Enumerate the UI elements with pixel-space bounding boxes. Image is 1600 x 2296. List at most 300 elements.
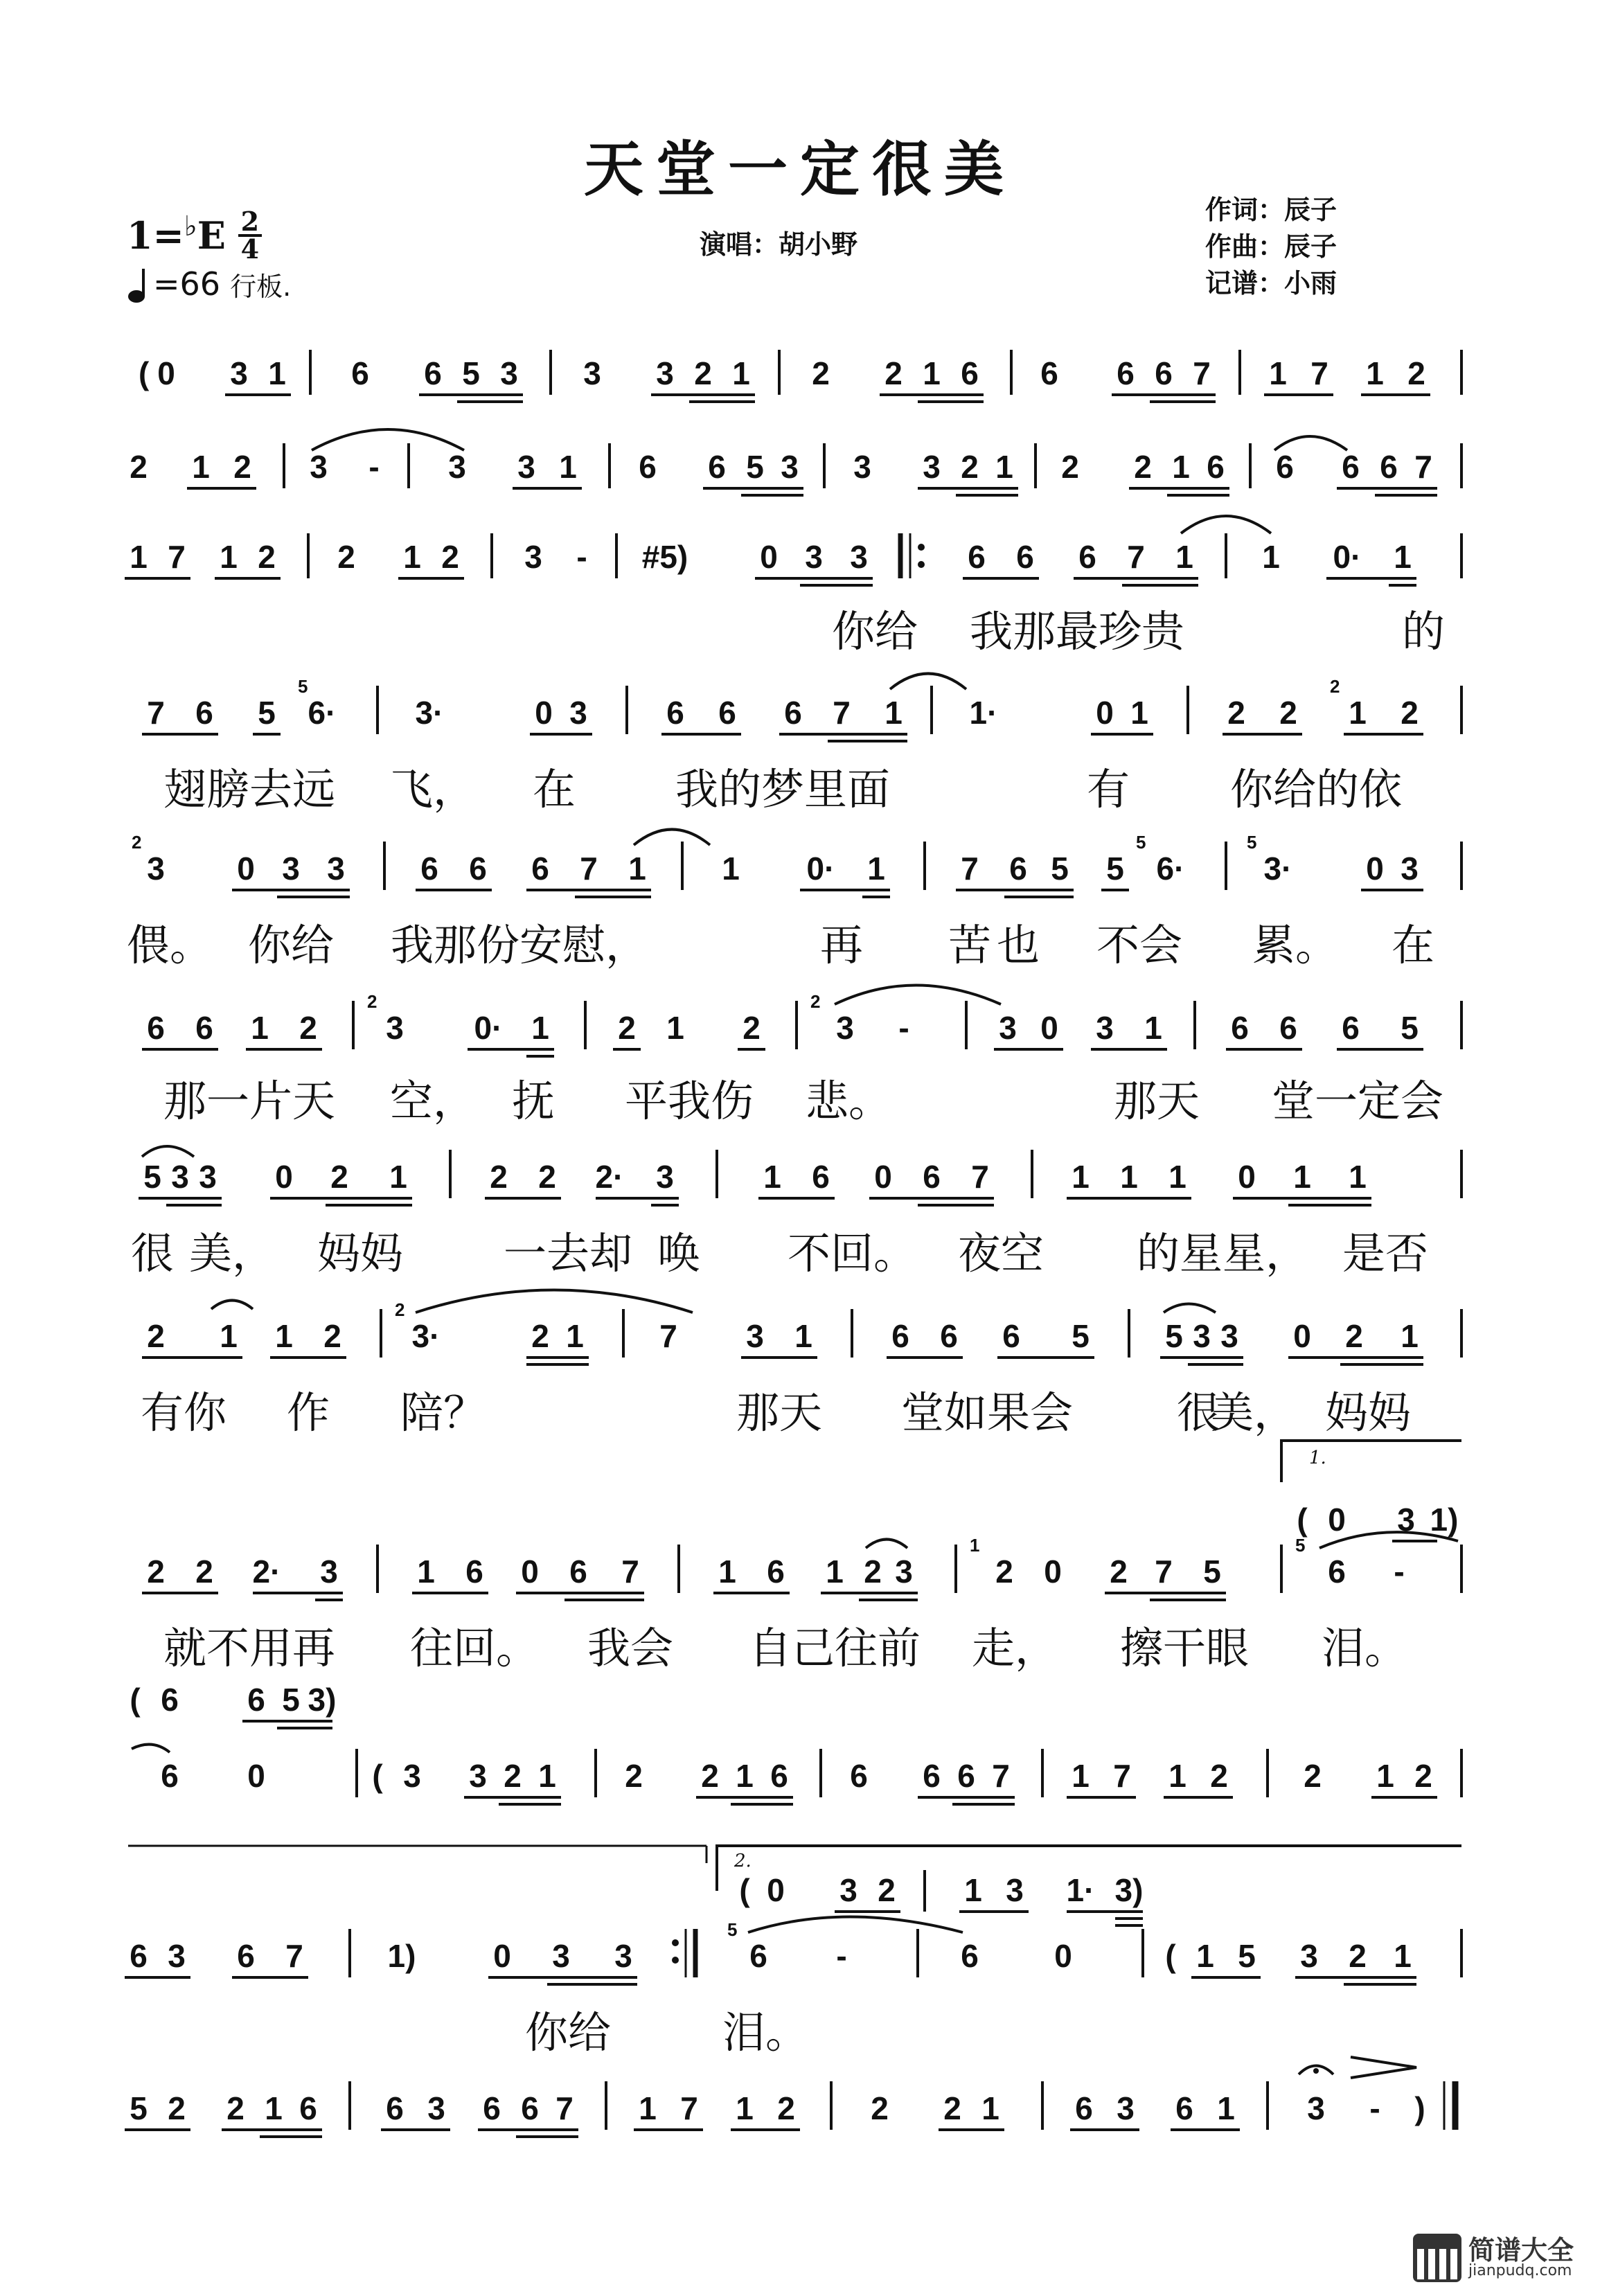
- slur: [416, 1290, 693, 1313]
- lyrics-line-3: [128, 597, 1472, 657]
- note: 0: [535, 695, 553, 731]
- transcriber: 记谱：小雨: [1205, 268, 1337, 299]
- note: 1: [538, 1758, 556, 1794]
- lyric-word: 泪。: [722, 2007, 809, 2058]
- note: 5: [1401, 1010, 1419, 1046]
- note: 6: [708, 449, 726, 485]
- note: 2: [871, 2090, 889, 2126]
- note: 6·: [1156, 851, 1185, 887]
- note: 3): [308, 1682, 337, 1718]
- note: 1: [1120, 1159, 1138, 1195]
- note: -: [836, 1938, 847, 1974]
- note: (: [739, 1872, 750, 1908]
- note: 3: [524, 539, 542, 575]
- lyrics-line-11: [128, 1998, 1472, 2058]
- note: 6: [247, 1682, 265, 1718]
- lyric-word: 你给: [831, 606, 918, 657]
- note: 1: [826, 1554, 844, 1590]
- note: 6: [767, 1554, 785, 1590]
- note: ): [1414, 2090, 1425, 2126]
- note: 3: [1117, 2090, 1135, 2126]
- note: 3: [805, 539, 823, 575]
- note: 1: [1349, 1159, 1367, 1195]
- note: (: [372, 1758, 383, 1794]
- note: 1: [265, 2090, 283, 2126]
- note: 6: [639, 449, 657, 485]
- note: 3: [781, 449, 799, 485]
- note: 6: [923, 1758, 941, 1794]
- note: 3: [403, 1758, 421, 1794]
- note: 1: [275, 1318, 293, 1354]
- lyric-word: 走，: [971, 1623, 1058, 1673]
- note: 3: [853, 449, 871, 485]
- note: 3: [552, 1938, 570, 1974]
- note: 1: [1072, 1758, 1090, 1794]
- lyric-word: 你给: [524, 2007, 612, 2058]
- note: -: [898, 1010, 909, 1046]
- lyric-word: 那天: [736, 1387, 823, 1438]
- note: 0: [1328, 1502, 1346, 1538]
- note: 5: [282, 1682, 300, 1718]
- note: 1: [268, 355, 286, 391]
- tie: [132, 1745, 170, 1752]
- note: 2: [1345, 1318, 1363, 1354]
- note: 6: [531, 851, 549, 887]
- note: 2: [618, 1010, 636, 1046]
- note: 6: [1207, 449, 1225, 485]
- note: 6: [469, 851, 487, 887]
- note: 6: [1117, 355, 1135, 391]
- note: 1: [1130, 695, 1148, 731]
- slur: [142, 1146, 194, 1157]
- note: 3: [500, 355, 518, 391]
- lyric-word: 有: [1086, 764, 1130, 815]
- note: 3: [583, 355, 601, 391]
- lyric-word: 平我伤: [624, 1076, 754, 1126]
- note: 3: [517, 449, 535, 485]
- note: 3·: [1263, 851, 1292, 887]
- note: 6: [961, 1938, 979, 1974]
- note: 2: [1414, 1758, 1432, 1794]
- note: 6: [195, 695, 213, 731]
- grace-note: 2: [810, 991, 821, 1012]
- note: 1: [763, 1159, 781, 1195]
- note: 3: [282, 851, 300, 887]
- lyric-word: 堂一定会: [1271, 1076, 1444, 1126]
- note: -: [1394, 1554, 1405, 1590]
- grace-note: 5: [1247, 832, 1257, 853]
- note: 3: [614, 1938, 632, 1974]
- note: 2: [625, 1758, 643, 1794]
- flat-sign: ♭: [184, 209, 197, 242]
- note: 2: [323, 1318, 341, 1354]
- note: 2: [878, 1872, 896, 1908]
- note: 2: [1110, 1554, 1128, 1590]
- note: 3: [1397, 1502, 1415, 1538]
- note: 6: [424, 355, 442, 391]
- lyric-word: 擦干眼: [1119, 1623, 1250, 1673]
- note: 3: [469, 1758, 487, 1794]
- note: 1): [387, 1938, 416, 1974]
- lyric-word: 偎。: [126, 920, 213, 970]
- note: 6: [770, 1758, 788, 1794]
- note: 1: [417, 1554, 435, 1590]
- note: 2: [701, 1758, 719, 1794]
- note: 3: [839, 1872, 857, 1908]
- grace-note: 2: [1330, 676, 1340, 697]
- note: 2: [694, 355, 712, 391]
- note: 7: [285, 1938, 303, 1974]
- lyric-word: 一去却: [503, 1228, 633, 1279]
- note: 0: [1044, 1554, 1062, 1590]
- note: 0: [1054, 1938, 1072, 1974]
- note: 7: [971, 1159, 989, 1195]
- staff-row-11: [125, 1917, 1461, 1985]
- note: 3: [1096, 1010, 1114, 1046]
- note: 3: [1300, 1938, 1318, 1974]
- lyric-word: 我那份安慰，: [390, 920, 649, 970]
- note: 1: [1172, 449, 1190, 485]
- lyric-word: 很: [130, 1228, 175, 1279]
- note: 6: [1342, 449, 1360, 485]
- singer: 演唱：胡小野: [700, 229, 858, 260]
- note: 2: [195, 1554, 213, 1590]
- staff-row-12: [125, 2057, 1455, 2137]
- note: 1: [722, 851, 740, 887]
- grace-note: 5: [727, 1919, 738, 1940]
- note: 0: [493, 1938, 511, 1974]
- note: 3: [569, 695, 587, 731]
- note: 6: [784, 695, 802, 731]
- lyric-word: 你给: [247, 920, 335, 970]
- slur: [211, 1301, 253, 1310]
- note: 7: [1155, 1554, 1173, 1590]
- note: 1: [220, 539, 238, 575]
- lyric-word: 就不用再: [163, 1623, 336, 1673]
- lyric-word: 我会: [587, 1623, 674, 1673]
- note: 3: [1220, 1318, 1238, 1354]
- note: 6: [1002, 1318, 1020, 1354]
- note: 2: [130, 449, 148, 485]
- note: 6: [351, 355, 369, 391]
- note: 1: [964, 1872, 982, 1908]
- key-letter: E: [197, 213, 226, 258]
- note: 7: [580, 851, 598, 887]
- lyricist: 作词：辰子: [1205, 195, 1337, 225]
- note: 3: [1307, 2090, 1325, 2126]
- note: 3: [895, 1554, 913, 1590]
- composer: 作曲：辰子: [1205, 231, 1337, 262]
- note: 1: [1168, 1758, 1186, 1794]
- note: 1: [1269, 355, 1287, 391]
- note: 3: [999, 1010, 1017, 1046]
- note: 1: [1168, 1159, 1186, 1195]
- note: 1: [566, 1318, 584, 1354]
- note: 1: [559, 449, 577, 485]
- note: 3: [320, 1554, 338, 1590]
- grace-note: 5: [1295, 1535, 1306, 1556]
- note: 5: [1106, 851, 1124, 887]
- note: 2: [1134, 449, 1152, 485]
- note: 1: [1072, 1159, 1090, 1195]
- note: 7: [555, 2090, 574, 2126]
- note: 3: [656, 1159, 674, 1195]
- site-logo: [1413, 2227, 1586, 2289]
- staff-row-2: [130, 429, 1461, 495]
- note: 6: [1175, 2090, 1193, 2126]
- slur: [1164, 1304, 1216, 1313]
- note: (: [139, 355, 150, 391]
- logo-url: jianpudq.com: [1468, 2262, 1572, 2279]
- note: 2: [1061, 449, 1079, 485]
- note: 6: [1078, 539, 1096, 575]
- note: 3: [230, 355, 248, 391]
- lyric-word: 我的梦里面: [675, 764, 891, 815]
- note: 3: [386, 1010, 404, 1046]
- note: 7: [1414, 449, 1432, 485]
- lyric-word: 的星星，: [1136, 1228, 1309, 1279]
- note: 2·: [252, 1554, 281, 1590]
- slur: [312, 429, 464, 450]
- lyric-word: 抚: [511, 1076, 555, 1126]
- lyric-word: 陪？: [400, 1387, 487, 1438]
- lyric-word: 在: [1391, 920, 1435, 970]
- note: 0: [1293, 1318, 1311, 1354]
- note: 1: [1217, 2090, 1235, 2126]
- note: 1: [1376, 1758, 1394, 1794]
- staff-row-3: [125, 516, 1461, 585]
- note: 0: [275, 1159, 293, 1195]
- note: 0: [767, 1872, 785, 1908]
- note: 1: [639, 2090, 657, 2126]
- grace-note: 5: [298, 676, 308, 697]
- note: 6: [161, 1758, 179, 1794]
- note: 2: [864, 1554, 882, 1590]
- slur: [1274, 436, 1347, 450]
- lyric-word: 那一片天: [163, 1076, 336, 1126]
- note: 6: [923, 1159, 941, 1195]
- tempo-word: 行板.: [230, 271, 292, 302]
- note: 0·: [806, 851, 835, 887]
- note: 1): [1430, 1502, 1459, 1538]
- lyric-word: 翅膀去远: [163, 764, 336, 815]
- note: 3: [310, 449, 328, 485]
- staff-row-9: [142, 1532, 1461, 1600]
- note: 1: [1401, 1318, 1419, 1354]
- note: 3: [1193, 1318, 1211, 1354]
- note: 7: [659, 1318, 677, 1354]
- note: 6: [130, 1938, 148, 1974]
- note: 2: [1407, 355, 1425, 391]
- note: 2: [538, 1159, 556, 1195]
- note: 1·: [1066, 1872, 1095, 1908]
- tie: [890, 674, 966, 690]
- lyric-word: 你给的依: [1229, 764, 1403, 815]
- note: 3: [168, 1938, 186, 1974]
- note: 6: [521, 2090, 539, 2126]
- lyric-word: 是否: [1342, 1228, 1429, 1279]
- note: 5: [746, 449, 764, 485]
- lyric-word: 往回。: [409, 1623, 540, 1673]
- tie: [1181, 516, 1271, 533]
- note: 2: [777, 2090, 795, 2126]
- note: 6: [420, 851, 438, 887]
- lyric-word: 美，: [188, 1228, 276, 1279]
- note: 1: [995, 449, 1013, 485]
- note: 1: [1262, 539, 1280, 575]
- note: 0: [1238, 1159, 1256, 1195]
- note: 0: [247, 1758, 265, 1794]
- note: 3: [746, 1318, 764, 1354]
- note: 2: [504, 1758, 522, 1794]
- note: 2: [226, 2090, 245, 2126]
- note: 1: [1349, 695, 1367, 731]
- page-title: 天堂一定很美: [584, 135, 1016, 204]
- lyric-word: 那天: [1113, 1076, 1200, 1126]
- grace-note: 2: [367, 991, 377, 1012]
- note: 1: [1175, 539, 1193, 575]
- note: 3: [1401, 851, 1419, 887]
- note: 2: [233, 449, 251, 485]
- note: 5: [1165, 1318, 1183, 1354]
- note: 6: [147, 1010, 165, 1046]
- pickup-row-10: [130, 1682, 336, 1728]
- note: 6: [940, 1318, 958, 1354]
- slur: [866, 1540, 907, 1549]
- note: 3: [327, 851, 345, 887]
- note: 6: [483, 2090, 501, 2126]
- note: 0: [1366, 851, 1384, 887]
- note: 3: [1006, 1872, 1024, 1908]
- note: 6: [1155, 355, 1173, 391]
- note: 6: [161, 1682, 179, 1718]
- repeat-dot: [672, 1957, 679, 1964]
- note: 6·: [308, 695, 337, 731]
- note: 2: [441, 539, 459, 575]
- note: 1: [1293, 1159, 1311, 1195]
- lyrics-line-7: [128, 1219, 1472, 1279]
- note: 5: [1203, 1554, 1221, 1590]
- note: 6: [465, 1554, 483, 1590]
- note: 6: [569, 1554, 587, 1590]
- logo-brand: 简谱大全: [1468, 2235, 1574, 2266]
- note: 0: [1040, 1010, 1058, 1046]
- note: 2: [743, 1010, 761, 1046]
- repeat-dot: [672, 1939, 679, 1946]
- lyric-word: 悲。: [805, 1076, 892, 1126]
- note: 2: [330, 1159, 348, 1195]
- note: 6: [718, 695, 736, 731]
- note: (: [1165, 1938, 1176, 1974]
- lyric-word: 我那最珍贵: [969, 606, 1185, 657]
- note: 6: [961, 355, 979, 391]
- note: -: [576, 539, 587, 575]
- note: 0: [760, 539, 778, 575]
- note: 1: [923, 355, 941, 391]
- note: 2: [490, 1159, 508, 1195]
- note: 7: [621, 1554, 639, 1590]
- staff-row-4: [142, 674, 1461, 742]
- lyric-word: 作: [286, 1387, 330, 1438]
- volta-first: [1281, 1441, 1461, 1541]
- note: #5): [641, 539, 688, 575]
- note: 5: [1072, 1318, 1090, 1354]
- note: 2: [885, 355, 903, 391]
- repeat-dot: [918, 561, 925, 568]
- note: 3: [147, 851, 165, 887]
- note: 1: [885, 695, 903, 731]
- lyric-word: 飞，: [389, 764, 477, 815]
- note: 1: [718, 1554, 736, 1590]
- tempo-bpm: =66: [153, 265, 221, 303]
- note: 1: [531, 1010, 549, 1046]
- decrescendo-icon: [1351, 2057, 1416, 2078]
- lyrics-line-5: [126, 911, 1472, 970]
- lyric-word: 不回。: [787, 1228, 917, 1279]
- note: 7: [680, 2090, 698, 2126]
- repeat-dot: [918, 544, 925, 551]
- note: 1: [981, 2090, 999, 2126]
- lyric-word: 在: [532, 764, 576, 815]
- note: -: [368, 449, 380, 485]
- logo-text: [1468, 2237, 1574, 2279]
- note: 2: [168, 2090, 186, 2126]
- volta-first-label: 1.: [1309, 1448, 1326, 1468]
- note: 6: [850, 1758, 868, 1794]
- note: 0·: [1333, 539, 1362, 575]
- note: 6: [195, 1010, 213, 1046]
- note: 3·: [411, 1318, 441, 1354]
- note: 7: [1113, 1758, 1131, 1794]
- note: 2: [1401, 695, 1419, 731]
- note: 1: [736, 1758, 754, 1794]
- note: 2: [147, 1318, 165, 1354]
- note: 1: [1366, 355, 1384, 391]
- note: 0: [157, 355, 175, 391]
- note: 3·: [415, 695, 444, 731]
- note: 1: [403, 539, 421, 575]
- note: 2: [995, 1554, 1013, 1590]
- note: 1: [732, 355, 750, 391]
- volta-second-label: 2.: [734, 1851, 752, 1871]
- fermata-dot: [1313, 2068, 1319, 2074]
- key-prefix: 1=: [127, 213, 184, 258]
- note: 5: [258, 695, 276, 731]
- lyric-word: 累。: [1252, 920, 1339, 970]
- note: 1: [1394, 1938, 1412, 1974]
- note: 1: [1144, 1010, 1162, 1046]
- note: 0: [1096, 695, 1114, 731]
- note: 6: [1328, 1554, 1346, 1590]
- tie: [634, 830, 710, 846]
- note: 2: [147, 1554, 165, 1590]
- note: 6: [749, 1938, 767, 1974]
- lyric-word: 妈妈: [1324, 1387, 1412, 1438]
- lyric-word: 堂如果会: [900, 1387, 1074, 1438]
- note: 3: [923, 449, 941, 485]
- note: 2: [1279, 695, 1297, 731]
- note: 7: [1310, 355, 1328, 391]
- note: 6: [1342, 1010, 1360, 1046]
- note: 1: [192, 449, 210, 485]
- note: 0: [874, 1159, 892, 1195]
- note: 6: [1016, 539, 1034, 575]
- staff-row-6: [142, 986, 1461, 1057]
- note: 2: [258, 539, 276, 575]
- note: 1: [736, 2090, 754, 2126]
- note: 0·: [474, 1010, 503, 1046]
- note: 3: [448, 449, 466, 485]
